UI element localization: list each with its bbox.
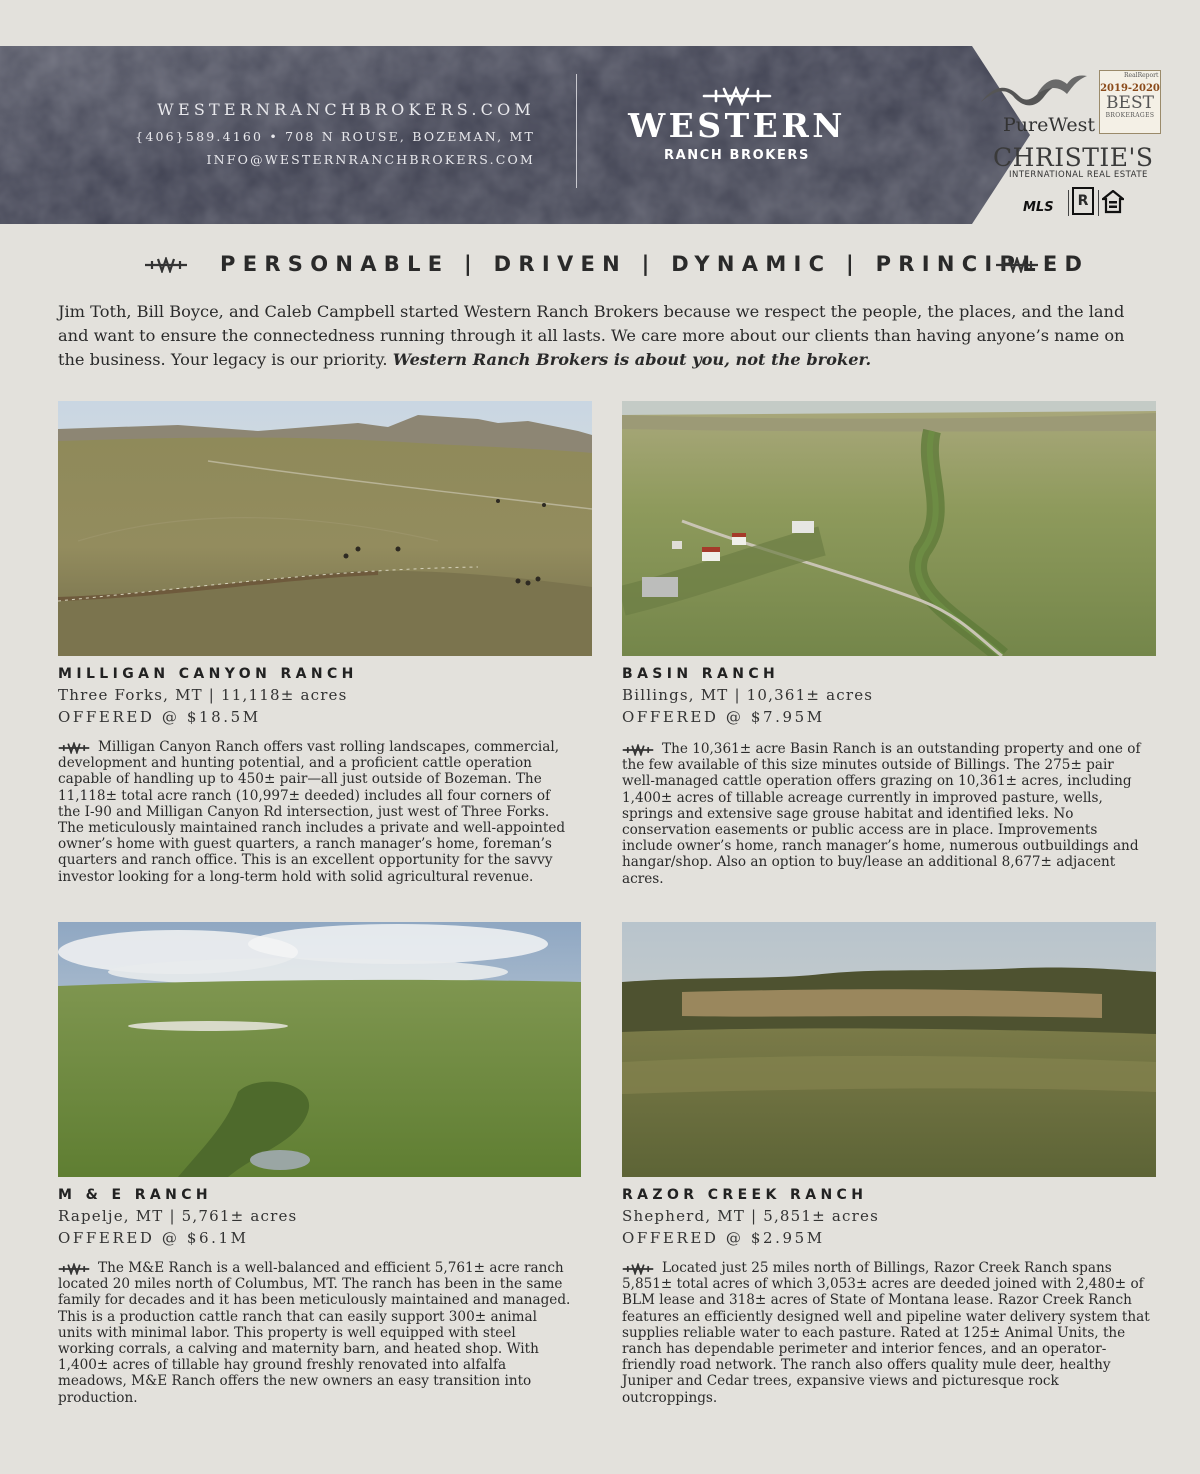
logo-separator <box>1068 190 1069 216</box>
western-ranch-brokers-logo-mark-icon <box>702 86 772 106</box>
listing-name: M & E RANCH <box>58 1187 213 1203</box>
best-brokerages-award-badge <box>1099 70 1161 134</box>
tagline-text: PERSONABLE | DRIVEN | DYNAMIC | PRINCIPLED <box>220 252 1090 276</box>
listing-description: The 10,361± acre Basin Ranch is an outstanding property and one of the few available of this size minutes outside of Billings. The 275± pair well-managed cattle operation offers grazing on 10,361± acres, including 1,400± acres of tillable acreage currently in improved pasture, wells, springs and extensive sage grouse habitat and identified leks. No conservation easements or public access are in place. Improvements include owner’s home, ranch manager’s home, numerous outbuildings and hangar/shop. Also an option to buy/lease an additional 8,677± adjacent acres. <box>622 741 1141 887</box>
contact-block <box>135 100 535 171</box>
listing-photo-milligan-canyon <box>58 401 592 656</box>
logo-sub-text: RANCH BROKERS <box>664 148 810 163</box>
phone-address: {406}589.4160 • 708 N ROUSE, BOZEMAN, MT <box>135 129 535 144</box>
listing-location: Three Forks, MT | 11,118± acres <box>58 686 348 704</box>
purewest-wave-logo-icon <box>979 72 1091 112</box>
brand-mark-icon <box>622 744 654 756</box>
christies-brand: CHRISTIE'S <box>993 143 1154 172</box>
listing-description: The M&E Ranch is a well-balanced and efficient 5,761± acre ranch located 20 miles north of Columbus, MT. The ranch has been in the same family for decades and it has been meticulously maintained and managed. This is a production cattle ranch that can easily support 300± animal units with minimal labor. This property is well equipped with steel working corrals, a calving and maternity barn, and heated shop. With 1,400± acres of tillable hay ground freshly renovated into alfalfa meadows, M&E Ranch offers the new owners an easy transition into production. <box>58 1260 571 1406</box>
intro-emphasis: Western Ranch Brokers is about you, not the broker. <box>392 350 872 369</box>
logo-main-text: WESTERN <box>628 106 846 145</box>
listing-description-block <box>58 1260 573 1406</box>
award-years: 2019-2020 <box>1100 83 1160 94</box>
listing-photo-basin-ranch <box>622 401 1156 656</box>
christies-subtitle: INTERNATIONAL REAL ESTATE <box>1009 170 1148 180</box>
listing-description-block <box>622 741 1142 887</box>
equal-housing-icon <box>1102 190 1124 214</box>
tagline-row <box>0 250 1200 280</box>
brand-mark-icon <box>622 1263 654 1275</box>
award-best: BEST <box>1106 93 1154 113</box>
brand-mark-icon <box>995 257 1039 273</box>
listing-photo-m-and-e-ranch <box>58 922 581 1177</box>
listing-location: Billings, MT | 10,361± acres <box>622 686 874 704</box>
logo-separator <box>1098 190 1099 216</box>
listing-description-block <box>622 1260 1152 1406</box>
intro-paragraph <box>58 300 1148 372</box>
listing-price: OFFERED @ $2.95M <box>622 1229 825 1247</box>
listing-photo-razor-creek-ranch <box>622 922 1156 1177</box>
brand-mark-icon <box>58 1263 90 1275</box>
listing-description: Milligan Canyon Ranch offers vast rolling landscapes, commercial, development and hunting potential, and a proficient cattle operation capable of handling up to 450± pair—all just outside of Bozeman. The 11,118± total acre ranch (10,997± deeded) includes all four corners of the I-90 and Milligan Canyon Rd intersection, just west of Three Forks. The meticulously maintained ranch includes a private and well-appointed owner’s home with guest quarters, a ranch manager’s home, foreman’s quarters and ranch office. This is an excellent opportunity for the savvy investor looking for a long-term hold with solid agricultural revenue. <box>58 739 566 885</box>
listing-description: Located just 25 miles north of Billings, Razor Creek Ranch spans 5,851± total acres of which 3,053± acres are deeded joined with 2,480± of BLM lease and 318± acres of State of Montana lease. Razor Creek Ranch features an efficiently designed well and pipeline water delivery system that supplies reliable water to each pasture. Rated at 125± Animal Units, the ranch has dependable perimeter and interior fences, and an operator-friendly road network. The ranch also offers quality mule deer, healthy Juniper and Cedar trees, expansive views and picturesque rock outcroppings. <box>622 1260 1150 1406</box>
award-top: RealReport <box>1124 72 1159 79</box>
partner-logos <box>975 66 1175 222</box>
intro-text: Jim Toth, Bill Boyce, and Caleb Campbell started Western Ranch Brokers because we respect the people, the places, and the land and want to ensure the connectedness running through it all lasts. We care more about our clients than having anyone’s name on the business. Your legacy is our priority. <box>58 302 1125 369</box>
listing-name: RAZOR CREEK RANCH <box>622 1187 868 1203</box>
header-divider <box>576 74 577 188</box>
website-link[interactable]: WESTERNRANCHBROKERS.COM <box>157 100 535 119</box>
listing-location: Shepherd, MT | 5,851± acres <box>622 1207 879 1225</box>
listing-description-block <box>58 739 576 885</box>
listing-location: Rapelje, MT | 5,761± acres <box>58 1207 298 1225</box>
email-link[interactable]: INFO@WESTERNRANCHBROKERS.COM <box>206 152 535 167</box>
listing-price: OFFERED @ $6.1M <box>58 1229 249 1247</box>
mls-logo: MLS <box>1023 200 1054 215</box>
brand-mark-icon <box>58 742 90 754</box>
brand-mark-icon <box>144 257 188 273</box>
listing-name: BASIN RANCH <box>622 666 780 682</box>
realtor-icon: R <box>1072 187 1094 215</box>
western-ranch-brokers-logo <box>606 86 868 163</box>
listing-name: MILLIGAN CANYON RANCH <box>58 666 358 682</box>
award-sub: BROKERAGES <box>1105 112 1155 119</box>
listing-price: OFFERED @ $18.5M <box>58 708 261 726</box>
purewest-name: PureWest <box>1003 114 1095 136</box>
listing-price: OFFERED @ $7.95M <box>622 708 825 726</box>
